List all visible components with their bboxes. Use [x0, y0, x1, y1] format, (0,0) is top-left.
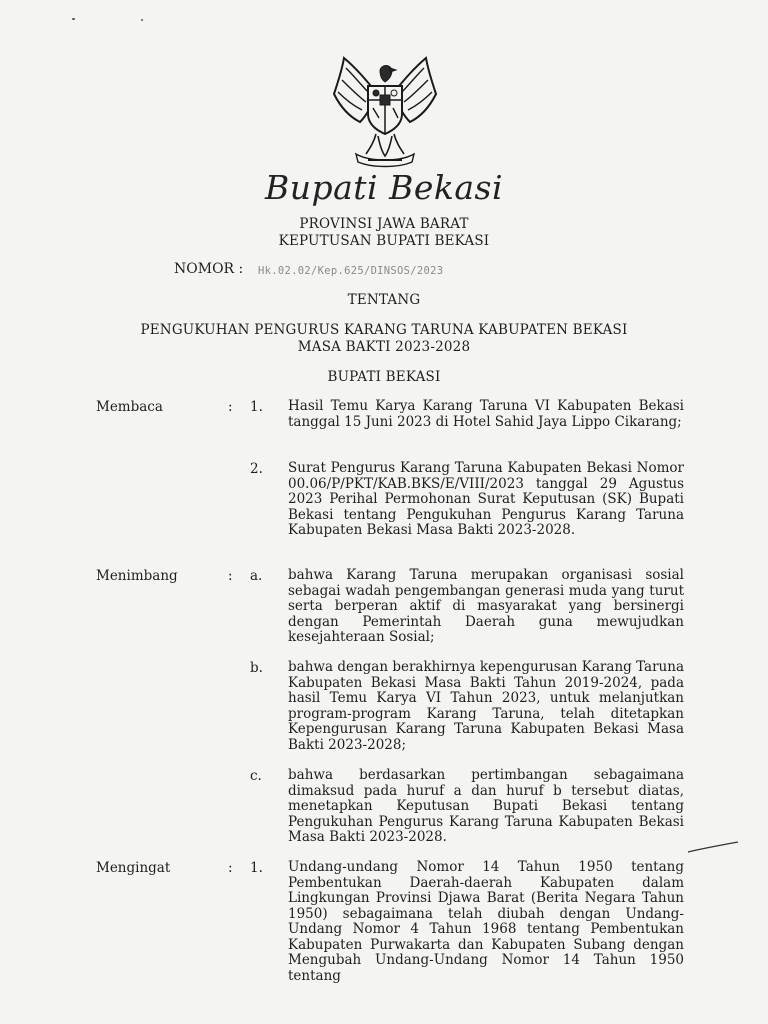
item-marker: 2. — [250, 461, 263, 477]
item-marker: b. — [250, 660, 263, 676]
menimbang-item-c: bahwa berdasarkan pertimbangan sebagaimana dimaksud pada huruf a dan huruf b tersebut diatas, menetapkan Keputusan Bupati Bekasi tentang Pengukuhan Pengurus Karang Taruna Kabupaten Bekasi Masa Bakti 2023-2028. — [288, 767, 684, 845]
menimbang-item-b: bahwa dengan berakhirnya kepengurusan Karang Taruna Kabupaten Bekasi Masa Bakti Tahun 2019-2024, pada hasil Temu Karya VI Tahun 2023, untuk melanjutkan program-program Karang Taruna, telah ditetapkan Kepengurusan Karang Taruna Kabupaten Bekasi Masa Bakti 2023-2028; — [288, 659, 684, 753]
section-colon: : — [228, 399, 233, 415]
section-colon: : — [228, 860, 233, 876]
subject-line-2: MASA BAKTI 2023-2028 — [297, 339, 471, 355]
decree-heading: KEPUTUSAN BUPATI BEKASI — [278, 233, 490, 249]
item-marker: c. — [250, 768, 262, 784]
subject-line-1: PENGUKUHAN PENGURUS KARANG TARUNA KABUPATEN BEKASI — [140, 322, 628, 338]
membaca-item-2: Surat Pengurus Karang Taruna Kabupaten Bekasi Nomor 00.06/P/PKT/KAB.BKS/E/VIII/2023 tanggal 29 Agustus 2023 Perihal Permohonan Surat Keputusan (SK) Bupati Bekasi tentang Pengukuhan Pengurus Karang Taruna Kabupaten Bekasi Masa Bakti 2023-2028. — [288, 460, 684, 538]
section-label-mengingat: Mengingat — [96, 860, 171, 876]
membaca-item-1: Hasil Temu Karya Karang Taruna VI Kabupaten Bekasi tanggal 15 Juni 2023 di Hotel Sahid Jaya Lippo Cikarang; — [288, 398, 684, 430]
item-marker: a. — [250, 568, 263, 584]
issuer-heading: BUPATI BEKASI — [327, 369, 441, 385]
mengingat-item-1: Undang-undang Nomor 14 Tahun 1950 tentang Pembentukan Daerah-daerah Kabupaten dalam Lingkungan Provinsi Djawa Barat (Berita Negara Tahun 1950) sebagaimana telah diubah dengan Undang-Undang Nomor 4 Tahun 1968 tentang Pembentukan Kabupaten Purwakarta dan Kabupaten Subang dengan Mengubah Undang-Undang Nomor 14 Tahun 1950 tentang — [288, 859, 684, 984]
section-colon: : — [228, 568, 233, 584]
regent-script-title: Bupati Bekasi — [264, 168, 504, 207]
menimbang-item-a: bahwa Karang Taruna merupakan organisasi sosial sebagai wadah pengembangan generasi muda yang turut serta berperan aktif di masyarakat yang bersinergi dengan Pemerintah Daerah guna mewujudkan kesejahteraan Sosial; — [288, 567, 684, 645]
province-heading: PROVINSI JAWA BARAT — [299, 216, 469, 232]
about-heading: TENTANG — [347, 292, 421, 308]
item-marker: 1. — [250, 860, 263, 876]
decree-number-stamp: Hk.02.02/Kep.625/DINSOS/2023 — [258, 265, 444, 277]
number-label: NOMOR : — [174, 261, 244, 277]
section-label-menimbang: Menimbang — [96, 568, 178, 584]
section-label-membaca: Membaca — [96, 399, 163, 415]
item-marker: 1. — [250, 399, 263, 415]
